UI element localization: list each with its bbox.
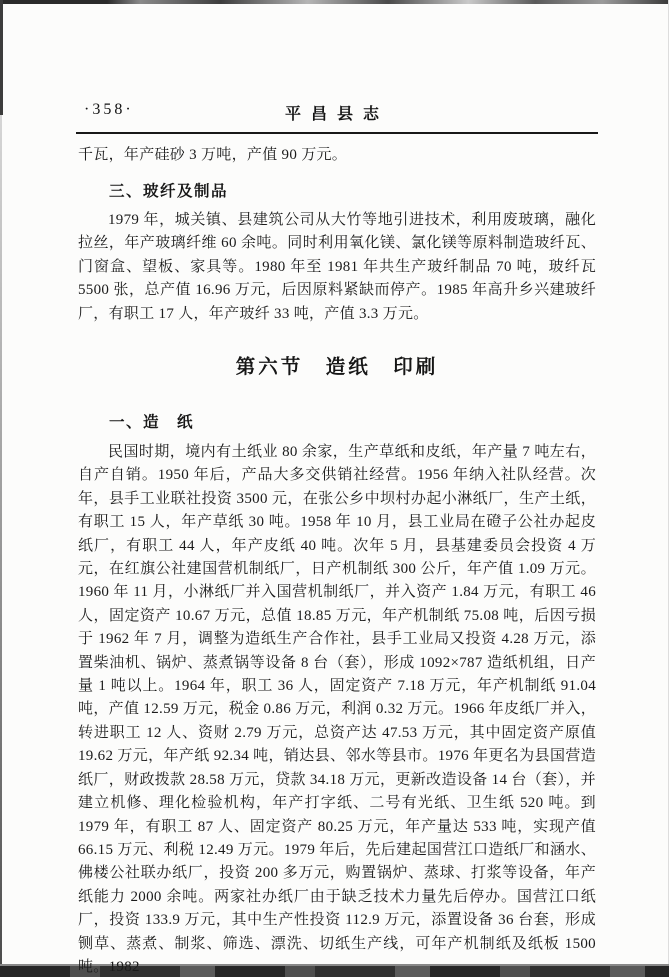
page-header <box>78 101 596 125</box>
book-title: 平昌县志 <box>284 106 389 123</box>
scan-edge-top <box>0 0 669 4</box>
paragraph-papermaking: 民国时期，境内有土纸业 80 余家，生产草纸和皮纸，年产量 7 吨左右，自产自销。1950 年后，产品大多交供销社经营。1956 年纳入社队经营。次年，县手工业联社投资 3500 元，在张公乡中坝村办起小淋纸厂，生产土纸，有职工 15 人，年产草纸 30 吨。1958 年 10 月，县工业局在磴子公社办起皮纸厂，有职工 44 人，年产皮纸 40 吨。次年 5 月，县基建委员会投资 4 万元，在红旗公社建国营机制纸厂，日产机制纸 300 公斤，年产值 1.09 万元。1960 年 11 月，小淋纸厂并入国营机制纸厂，并入资产 1.84 万元，有职工 46 人，固定资产 10.67 万元，总值 18.85 万元，年产机制纸 75.08 吨，后因亏损于 1962 年 7 月，调整为造纸生产合作社，县手工业局又投资 4.28 万元，添置柴油机、锅炉、蒸煮锅等设备 8 台（套），形成 1092×787 造纸机组，日产量 1 吨以上。1964 年，职工 36 人，固定资产 7.18 万元，年产机制纸 91.04 吨，产值 12.59 万元，税金 0.86 万元，利润 0.32 万元。1966 年皮纸厂并入，转进职工 12 人、资财 2.79 万元，总资产达 47.53 万元，其中固定资产原值 19.62 万元，年产纸 92.34 吨，销达县、邻水等县市。1976 年更名为县国营造纸厂，财政拨款 28.58 万元，贷款 34.18 万元，更新改造设备 14 台（套），并建立机修、理化检验机构，年产打字纸、二号有光纸、卫生纸 520 吨。到 1979 年，有职工 87 人、固定资产 80.25 万元，年产量达 533 吨，实现产值 66.15 万元、利税 12.49 万元。1979 年后，先后建起国营江口造纸厂和涵水、佛楼公社联办纸厂，投资 200 多万元，购置锅炉、蒸球、打浆等设备，年产纸能力 2000 余吨。两家社办纸厂由于缺乏技术力量先后停办。国营江口纸厂，投资 133.9 万元，其中生产性投资 112.9 万元，添置设备 36 台套，形成铡草、蒸煮、制浆、筛选、漂洗、切纸生产线，可年产机制纸及纸板 1500 吨。1982 <box>78 444 596 975</box>
heading-papermaking-section: 一、造 纸 <box>109 414 195 431</box>
heading-chapter-section-six: 第六节 造纸 印刷 <box>235 357 439 378</box>
page-number: ·358· <box>84 101 134 118</box>
heading-fiberglass-section: 三、玻纤及制品 <box>109 183 229 200</box>
paragraph-fiberglass: 1979 年，城关镇、县建筑公司从大竹等地引进技术，利用废玻璃，融化拉丝，年产玻璃纤维 60 余吨。同时利用氧化镁、氯化镁等原料制造玻纤瓦、门窗盒、望板、家具等。1980 年至 1981 年共生产玻纤制品 70 吨，玻纤瓦 5500 张，总产值 16.96 万元，后因原料紧缺而停产。1985 年高升乡兴建玻纤厂，有职工 17 人，年产玻纤 33 吨，产值 3.3 万元。 <box>78 212 596 322</box>
scan-edge-left-bottom <box>0 115 2 977</box>
scan-edge-left-top <box>0 0 3 115</box>
header-rule <box>76 132 598 134</box>
paragraph-silica-continuation: 千瓦，年产硅砂 3 万吨，产值 90 万元。 <box>78 147 348 163</box>
